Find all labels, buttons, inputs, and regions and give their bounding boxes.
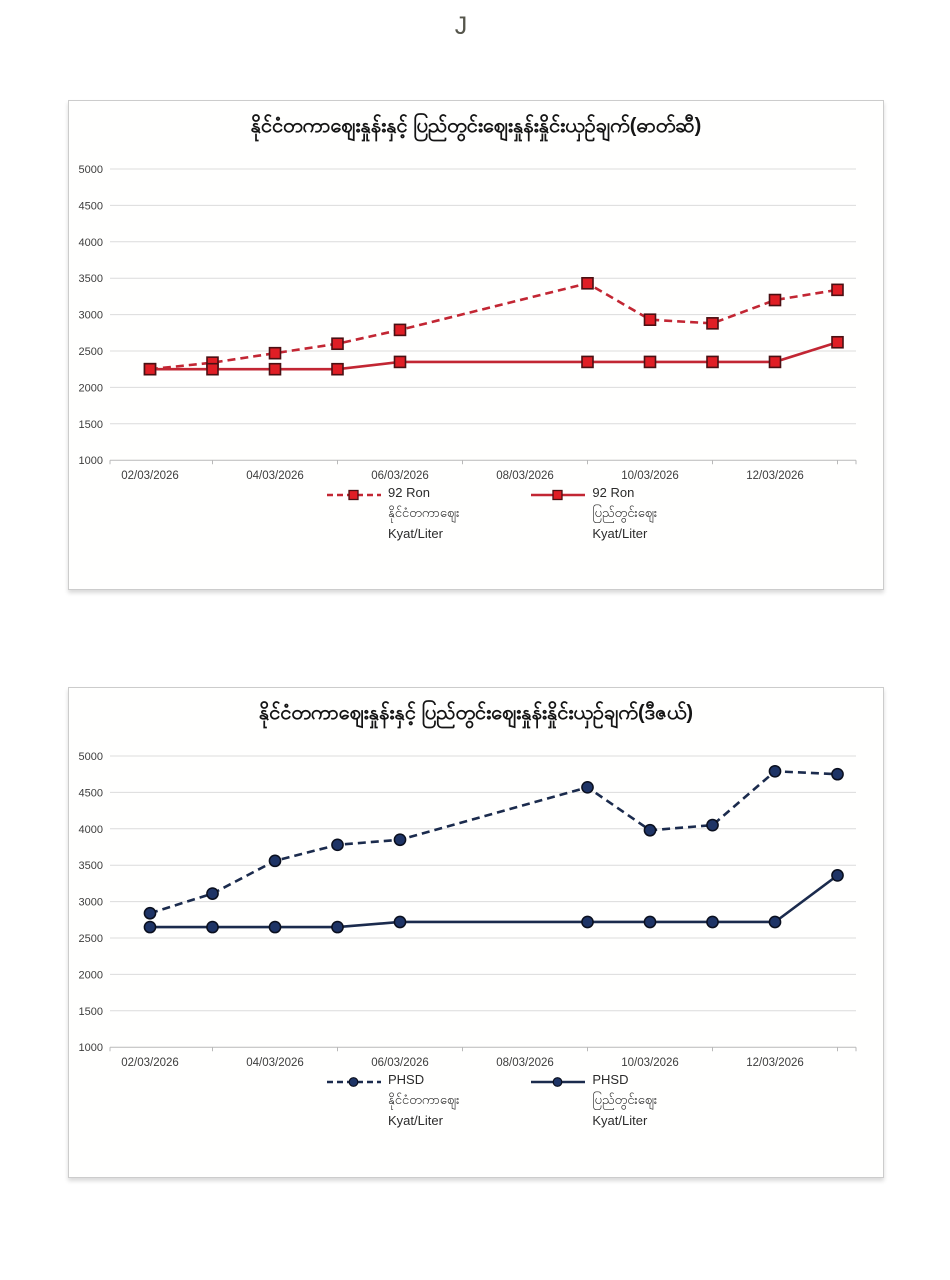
legend-series-scope: နိုင်ငံတကာဈေး [388,1092,460,1108]
svg-text:08/03/2026: 08/03/2026 [496,1057,554,1070]
chart-title-diesel: နိုင်ငံတကာဈေးနှုန်းနှင့် ပြည်တွင်းဈေးနှုန်းနှိုင်းယှဉ်ချက်(ဒီဇယ်) [258,702,694,724]
svg-text:02/03/2026: 02/03/2026 [121,470,179,483]
chart-card-gasoline [68,100,884,590]
svg-text:1500: 1500 [78,418,103,431]
legend-item-domestic [531,1072,657,1129]
svg-text:4500: 4500 [78,200,103,213]
legend-series-scope: ပြည်တွင်းဈေး [592,1092,658,1108]
svg-text:3500: 3500 [78,860,103,873]
svg-text:2500: 2500 [78,346,103,358]
solid-line-sample-icon [531,1076,585,1088]
dashed-line-sample-icon [327,1076,381,1088]
svg-text:04/03/2026: 04/03/2026 [246,1057,304,1070]
legend-gasoline [327,485,657,542]
svg-text:1500: 1500 [78,1005,103,1018]
svg-text:2000: 2000 [78,382,103,395]
svg-text:06/03/2026: 06/03/2026 [371,470,429,483]
chart-title-gasoline: နိုင်ငံတကာဈေးနှုန်းနှင့် ပြည်တွင်းဈေးနှုန်းနှိုင်းယှဉ်ချက်(ဓာတ်ဆီ) [250,115,702,137]
svg-text:04/03/2026: 04/03/2026 [246,470,304,483]
svg-text:3000: 3000 [78,896,103,909]
dashed-line-sample-icon [327,489,381,501]
svg-text:08/03/2026: 08/03/2026 [496,470,554,483]
chart-card-diesel [68,687,884,1178]
legend-series-scope: နိုင်ငံတကာဈေး [388,505,460,521]
legend-series-unit: Kyat/Liter [388,1112,443,1128]
svg-text:4000: 4000 [78,823,103,836]
svg-text:12/03/2026: 12/03/2026 [746,1057,804,1070]
svg-text:10/03/2026: 10/03/2026 [621,1057,679,1070]
legend-item-international [327,485,459,542]
legend-series-name: PHSD [592,1072,629,1087]
legend-item-international [327,1072,459,1129]
svg-text:10/03/2026: 10/03/2026 [621,470,679,483]
svg-text:02/03/2026: 02/03/2026 [121,1057,179,1070]
legend-series-name: 92 Ron [592,485,635,500]
legend-item-domestic [531,485,657,542]
svg-text:2000: 2000 [78,969,103,982]
legend-diesel [327,1072,657,1129]
svg-text:5000: 5000 [78,164,103,176]
page-header-letter: J [454,12,468,40]
svg-text:1000: 1000 [78,1042,103,1055]
svg-text:5000: 5000 [78,751,103,763]
svg-text:4500: 4500 [78,787,103,800]
svg-text:06/03/2026: 06/03/2026 [371,1057,429,1070]
legend-series-unit: Kyat/Liter [388,525,443,541]
svg-text:2500: 2500 [78,933,103,945]
svg-text:1000: 1000 [78,455,103,468]
legend-series-name: PHSD [388,1072,425,1087]
svg-text:3000: 3000 [78,309,103,322]
svg-text:4000: 4000 [78,236,103,249]
legend-series-name: 92 Ron [388,485,430,500]
legend-series-scope: ပြည်တွင်းဈေး [592,505,658,521]
legend-series-unit: Kyat/Liter [592,525,648,541]
svg-text:3500: 3500 [78,273,103,286]
legend-series-unit: Kyat/Liter [592,1112,648,1128]
svg-text:12/03/2026: 12/03/2026 [746,470,804,483]
solid-line-sample-icon [531,489,585,501]
